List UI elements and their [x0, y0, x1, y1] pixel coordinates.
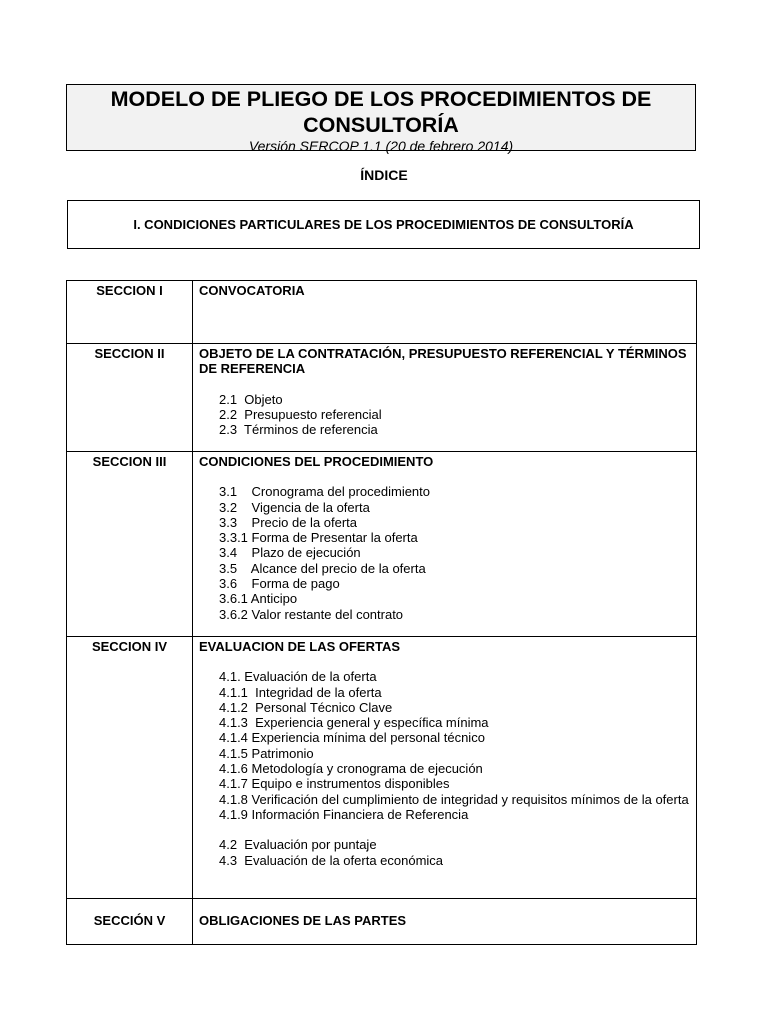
list-item: 3.2 Vigencia de la oferta: [219, 499, 370, 515]
list-item: 4.1. Evaluación de la oferta: [219, 669, 377, 685]
index-heading: ÍNDICE: [360, 167, 408, 183]
section-label: SECCION IV: [67, 637, 193, 899]
list-item: 4.3 Evaluación de la oferta económica: [219, 852, 444, 868]
section-label: SECCION II: [67, 344, 193, 452]
section-content: [193, 344, 697, 452]
list-item: 3.1 Cronograma del procedimiento: [219, 484, 431, 500]
section-content: [193, 281, 697, 344]
section-heading: CONDICIONES DEL PROCEDIMIENTO: [199, 454, 434, 469]
spacer: [219, 822, 690, 837]
section-content: [193, 899, 697, 945]
list-item: 4.1.5 Patrimonio: [219, 745, 314, 761]
list-item: 3.5 Alcance del precio de la oferta: [219, 560, 426, 576]
section-items: [199, 669, 690, 868]
document-title-box: [66, 84, 696, 154]
table-row: [67, 452, 697, 637]
document-title-line-2: CONSULTORÍA: [303, 113, 459, 137]
list-item: 4.1.4 Experiencia mínima del personal técnico: [219, 730, 485, 746]
section-heading: CONVOCATORIA: [199, 283, 305, 298]
section-heading: OBJETO DE LA CONTRATACIÓN, PRESUPUESTO REFERENCIAL Y TÉRMINOS DE REFERENCIA: [199, 346, 687, 377]
section-label: SECCION III: [67, 452, 193, 637]
list-item: 4.1.3 Experiencia general y específica mínima: [219, 715, 489, 731]
list-item: 4.1.2 Personal Técnico Clave: [219, 699, 393, 715]
document-version: Versión SERCOP 1.1 (20 de febrero 2014): [248, 138, 514, 154]
list-item: 4.1.7 Equipo e instrumentos disponibles: [219, 776, 450, 792]
table-row: [67, 281, 697, 344]
table-row: [67, 344, 697, 452]
list-item: 4.1.6 Metodología y cronograma de ejecución: [219, 761, 483, 777]
list-item: 3.4 Plazo de ejecución: [219, 545, 361, 561]
table-row: [67, 899, 697, 945]
part-heading-box: [67, 200, 700, 249]
list-item: 3.6.2 Valor restante del contrato: [219, 606, 404, 622]
list-item: 4.1.9 Información Financiera de Referencia: [219, 806, 469, 822]
section-heading: EVALUACION DE LAS OFERTAS: [199, 639, 401, 654]
section-heading: OBLIGACIONES DE LAS PARTES: [199, 913, 407, 928]
section-label: SECCIÓN V: [67, 899, 193, 945]
list-item: 2.3 Términos de referencia: [219, 422, 378, 438]
list-item: 3.3 Precio de la oferta: [219, 514, 358, 530]
list-item: 2.2 Presupuesto referencial: [219, 406, 382, 422]
list-item: 4.2 Evaluación por puntaje: [219, 837, 377, 853]
list-item: 3.6.1 Anticipo: [219, 591, 298, 607]
list-item: 3.6 Forma de pago: [219, 576, 340, 592]
table-row: [67, 637, 697, 899]
section-content: [193, 637, 697, 899]
table-of-contents: [66, 280, 697, 945]
section-content: [193, 452, 697, 637]
list-item: 2.1 Objeto: [219, 391, 283, 407]
part-heading: I. CONDICIONES PARTICULARES DE LOS PROCEDIMIENTOS DE CONSULTORÍA: [133, 217, 634, 232]
list-item: 4.1.1 Integridad de la oferta: [219, 684, 382, 700]
list-item: 4.1.8 Verificación del cumplimiento de integridad y requisitos mínimos de la oferta: [219, 791, 689, 807]
document-title: [67, 86, 695, 138]
list-item: 3.3.1 Forma de Presentar la oferta: [219, 530, 418, 546]
document-title-line-1: MODELO DE PLIEGO DE LOS PROCEDIMIENTOS DE: [110, 87, 652, 111]
section-items: [199, 392, 690, 438]
section-items: [199, 484, 690, 622]
section-label: SECCION I: [67, 281, 193, 344]
